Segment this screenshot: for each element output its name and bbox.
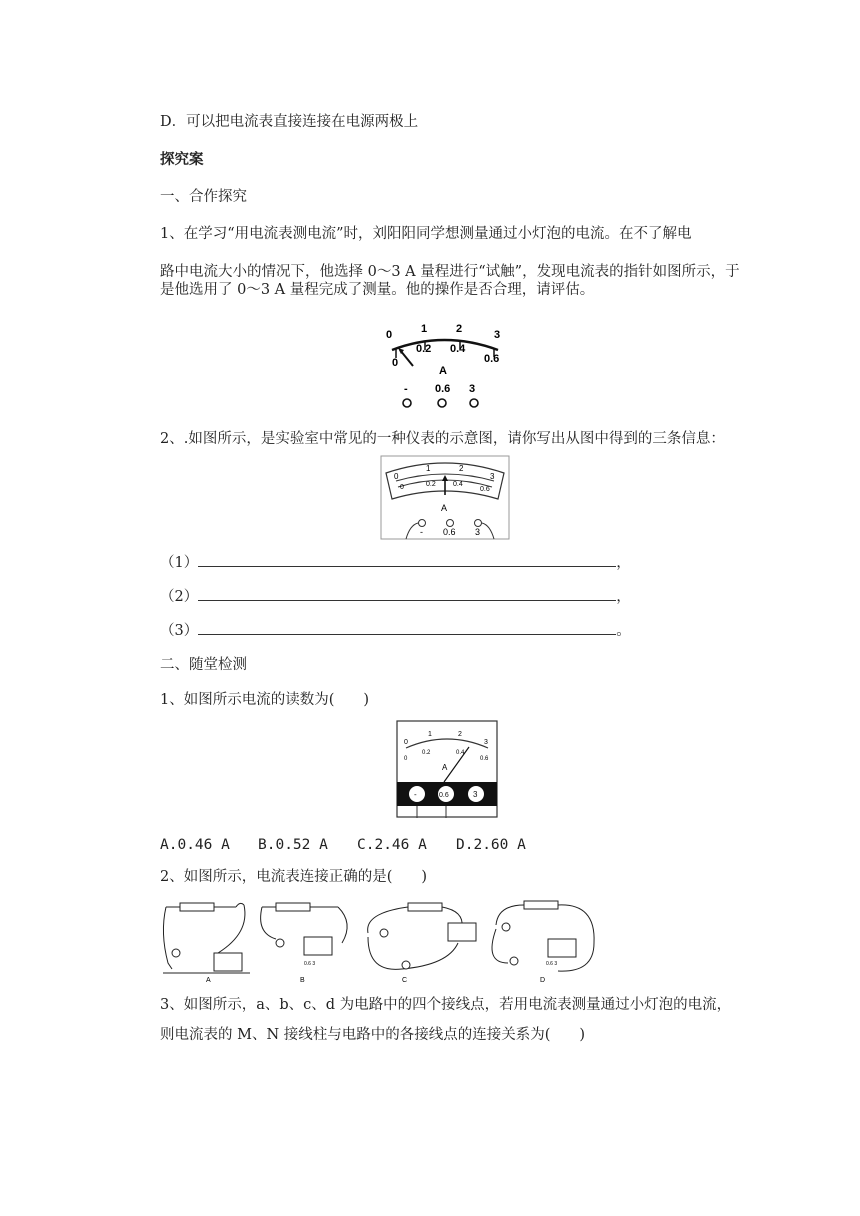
answer-blank-2[interactable] [160,586,631,607]
ammeter-icon [304,937,332,955]
terminal-label-06: 0.6 [439,792,449,799]
scale-bottom-0: 0 [392,357,399,369]
terminal-label-minus: - [420,527,423,537]
unit-label: A [439,365,447,377]
terminal-label-3: 3 [469,383,476,395]
circuit-label-a: A [206,977,211,983]
circuit-label-d: D [540,977,546,983]
ammeter-icon [548,939,576,957]
bulb-icon [510,957,518,965]
scale-top-1: 1 [421,323,428,335]
blank-label: （1） [160,555,199,571]
terminal-label-3: 3 [473,790,478,799]
scale-top-2: 2 [456,323,463,335]
blank-line[interactable] [198,586,616,601]
option-b[interactable]: B.0.52 A [258,837,328,853]
blank-line[interactable] [198,552,616,567]
scale-bottom-3: 0.6 [480,756,489,762]
ammeter-icon [214,953,242,971]
scale-bottom-2: 0.4 [450,343,466,355]
blank-end: ， [616,589,631,605]
terminal-label-06: 0.6 [435,383,451,395]
part2-title: 二、随堂检测 [160,657,247,673]
terminal-label-minus: - [404,383,408,395]
circuit-d [492,901,594,983]
scale-bottom-3: 0.6 [484,353,500,365]
terminal-label-3: 3 [475,527,481,537]
option-a[interactable]: A.0.46 A [160,837,230,853]
bulb-icon [502,923,510,931]
q1-line-3: 是他选用了 0～3 A 量程完成了测量。他的操作是否合理，请评估。 [160,282,595,298]
bulb-icon [276,939,284,947]
q1-line-1: 1、在学习“用电流表测电流”时，刘阳阳同学想测量通过小灯泡的电流。在不了解电 [160,226,692,242]
bulb-icon [172,949,180,957]
unit-label: A [442,763,448,772]
scale-top-1: 1 [428,731,432,738]
scale-bottom-1: 0.2 [422,750,431,756]
blank-label: （3） [160,623,199,639]
blank-end: 。 [616,623,631,639]
scale-top-3: 3 [494,329,501,341]
bulb-icon [402,961,410,969]
scale-bottom-0: 0 [400,484,404,491]
option-d[interactable]: D.2.60 A [456,837,526,853]
t3-line-2: 则电流表的 M、N 接线柱与电路中的各接线点的连接关系为( ) [160,1027,586,1043]
t1-options [160,835,526,855]
t1-text: 1、如图所示电流的读数为( ) [160,692,370,708]
scale-bottom-2: 0.4 [456,750,465,756]
scale-bottom-0: 0 [404,756,408,762]
scale-top-1: 1 [426,464,431,473]
circuit-label-c: C [402,977,408,983]
scale-top-3: 3 [490,472,495,481]
scale-bottom-3: 0.6 [480,486,490,493]
scale-top-0: 0 [386,329,393,341]
t3-line-1: 3、如图所示，a、b、c、d 为电路中的四个接线点，若用电流表测量通过小灯泡的电流， [160,997,732,1013]
bulb-icon [380,929,388,937]
circuit-a [163,903,250,983]
ammeter-icon [448,923,476,941]
q1-line-2: 路中电流大小的情况下，他选择 0～3 A 量程进行“试触”，发现电流表的指针如图所示，于 [160,264,740,280]
blank-end: ， [616,555,631,571]
ammeter-figure-2 [380,455,510,540]
option-d-text: D．可以把电流表直接连接在电源两极上 [160,114,419,130]
terminal-label-06: 0.6 [443,527,456,537]
answer-blank-3[interactable] [160,620,631,641]
part1-title: 一、合作探究 [160,189,247,205]
blank-label: （2） [160,589,199,605]
scale-top-3: 3 [484,739,488,746]
circuits-figure [158,893,602,983]
t2-text: 2、如图所示，电流表连接正确的是( ) [160,869,428,885]
scale-top-2: 2 [458,731,462,738]
unit-label: A [441,503,448,513]
section-title: 探究案 [160,151,204,168]
ammeter-figure-3 [396,720,498,818]
option-c[interactable]: C.2.46 A [357,837,427,853]
q2-text: 2、.如图所示，是实验室中常见的一种仪表的示意图，请你写出从图中得到的三条信息： [160,431,725,447]
answer-blank-1[interactable] [160,552,631,573]
circuit-b [261,903,348,983]
meter-terminal-text: 0.6 3 [546,961,558,967]
scale-top-2: 2 [459,464,464,473]
circuit-c [368,903,476,983]
meter-terminal-text: 0.6 3 [304,961,316,967]
ammeter-figure-1 [380,322,508,412]
circuit-label-b: B [300,977,305,983]
scale-top-0: 0 [394,472,399,481]
terminal-minus-icon [409,786,425,802]
scale-top-0: 0 [404,739,408,746]
terminal-label-minus: - [414,790,417,799]
scale-bottom-1: 0.2 [416,343,432,355]
scale-bottom-2: 0.4 [453,481,463,488]
scale-bottom-1: 0.2 [426,481,436,488]
blank-line[interactable] [198,620,616,635]
